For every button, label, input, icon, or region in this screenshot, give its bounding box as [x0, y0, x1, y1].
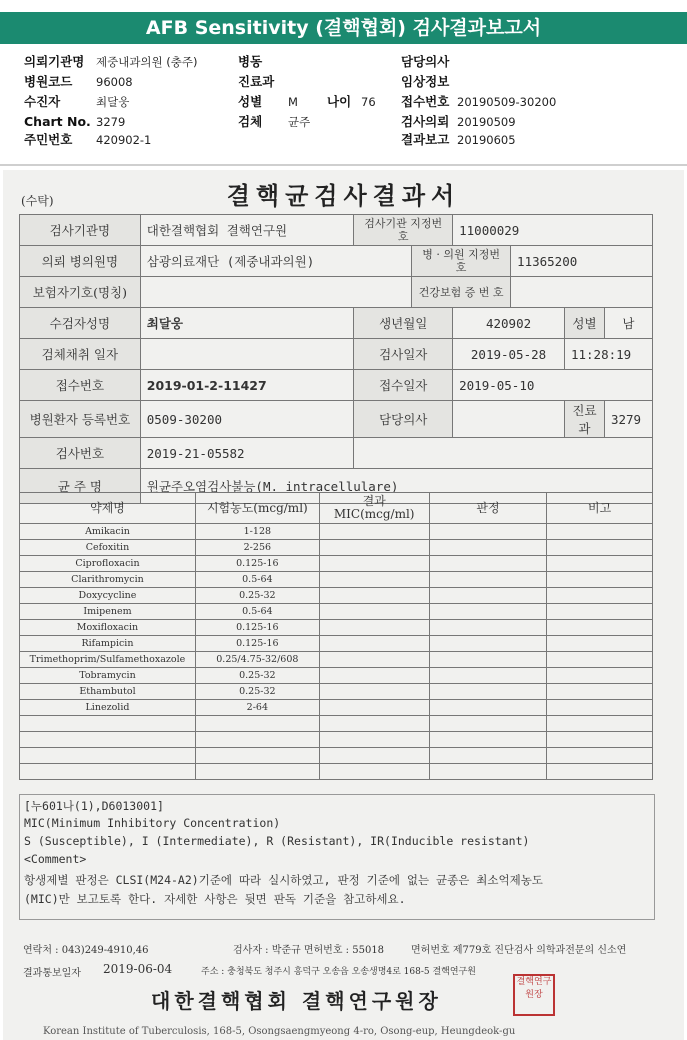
- drug-name-cell: Moxifloxacin: [20, 620, 196, 636]
- info-value: 20190605: [457, 133, 516, 147]
- judgement-cell: [429, 556, 547, 572]
- info-row: [0, 131, 687, 149]
- table-row: [20, 556, 653, 572]
- cell-label: 접수번호: [20, 370, 141, 401]
- info-label: 검사의뢰: [401, 114, 450, 129]
- cell-value: [511, 277, 653, 308]
- info-row: [0, 53, 687, 71]
- judgement-cell: [429, 668, 547, 684]
- scanned-report: [3, 170, 684, 1040]
- judgement-cell: [429, 588, 547, 604]
- divider: [0, 164, 687, 166]
- footer-contact: 연락처 : 043)249-4910,46: [23, 945, 149, 956]
- info-label: 담당의사: [401, 54, 450, 69]
- drug-name-cell: Ciprofloxacin: [20, 556, 196, 572]
- info-row: [0, 73, 687, 91]
- judgement-cell: [429, 524, 547, 540]
- mic-result-cell: [319, 620, 429, 636]
- cell-value: 2019-05-10: [453, 370, 653, 401]
- cell-label: 수검자성명: [20, 308, 141, 339]
- cell-label: 병 · 의원 지정번호: [412, 246, 511, 277]
- patient-info-panel: [0, 46, 687, 164]
- concentration-cell: 0.5-64: [195, 572, 319, 588]
- comment-line: S (Susceptible), I (Intermediate), R (Resistant), IR(Inducible resistant): [24, 834, 530, 848]
- cell-label: 진료과: [564, 401, 604, 438]
- remark-cell: [547, 732, 653, 748]
- cell-value: 2019-05-28: [453, 339, 565, 370]
- drug-name-cell: Linezolid: [20, 700, 196, 716]
- remark-cell: [547, 764, 653, 780]
- drug-sensitivity-table: [19, 492, 653, 780]
- judgement-cell: [429, 652, 547, 668]
- info-value: 균주: [288, 115, 311, 129]
- table-row: [20, 572, 653, 588]
- remark-cell: [547, 700, 653, 716]
- column-header: 약제명: [20, 493, 196, 524]
- cell-value: 11000029: [453, 215, 653, 246]
- title-bar: [0, 0, 687, 44]
- drug-name-cell: Amikacin: [20, 524, 196, 540]
- report-title: 결핵균검사결과서: [226, 181, 461, 210]
- report-subtitle: (수탁): [21, 194, 54, 208]
- judgement-cell: [429, 716, 547, 732]
- judgement-cell: [429, 572, 547, 588]
- comment-line: <Comment>: [24, 852, 87, 866]
- cell-label: 검사일자: [354, 339, 453, 370]
- info-value: 3279: [96, 115, 126, 129]
- footer-report-date: 2019-06-04: [103, 962, 173, 976]
- cell-value: 남: [604, 308, 652, 339]
- table-row: [20, 636, 653, 652]
- cell-value: 대한결핵협회 결핵연구원: [140, 215, 354, 246]
- footer-license: 면허번호 제779호 진단검사 의학과전문의 신소연: [411, 945, 627, 956]
- mic-result-cell: [319, 556, 429, 572]
- concentration-cell: 0.25-32: [195, 668, 319, 684]
- cell-value: [453, 401, 565, 438]
- report-header-table: [19, 214, 653, 504]
- table-row: [20, 700, 653, 716]
- footer-report-label: 결과통보일자: [23, 968, 81, 979]
- cell-value: 최달웅: [140, 308, 354, 339]
- concentration-cell: 0.125-16: [195, 636, 319, 652]
- mic-result-cell: [319, 524, 429, 540]
- cell-value: 11365200: [511, 246, 653, 277]
- mic-result-cell: [319, 636, 429, 652]
- info-value: 20190509-30200: [457, 95, 557, 109]
- table-row: [20, 652, 653, 668]
- info-value: M: [288, 95, 298, 109]
- table-row: [20, 604, 653, 620]
- footer-organization: 대한결핵협회 결핵연구원장: [151, 989, 442, 1013]
- cell-value: 2019-01-2-11427: [140, 370, 354, 401]
- table-row: [20, 716, 653, 732]
- drug-name-cell: [20, 748, 196, 764]
- info-label: 나이: [327, 94, 352, 109]
- table-row: [20, 524, 653, 540]
- remark-cell: [547, 540, 653, 556]
- cell-label: 병원환자 등록번호: [20, 401, 141, 438]
- drug-name-cell: [20, 716, 196, 732]
- cell-value: 420902: [453, 308, 565, 339]
- info-value: 96008: [96, 75, 133, 89]
- comment-line: 항생제별 판정은 CLSI(M24-A2)기준에 따라 실시하였고, 판정 기준에 없는 균종은 최소억제농도: [24, 873, 543, 887]
- table-row: [20, 540, 653, 556]
- page-title: AFB Sensitivity (결핵협회) 검사결과보고서: [0, 12, 687, 44]
- cell-label: 검사기관명: [20, 215, 141, 246]
- judgement-cell: [429, 764, 547, 780]
- cell-value: 11:28:19: [564, 339, 652, 370]
- mic-result-cell: [319, 572, 429, 588]
- mic-result-cell: [319, 684, 429, 700]
- mic-result-cell: [319, 540, 429, 556]
- drug-name-cell: Ethambutol: [20, 684, 196, 700]
- cell-label: 검사기관 지정번호: [354, 215, 453, 246]
- drug-name-cell: Doxycycline: [20, 588, 196, 604]
- column-header: 판정: [429, 493, 547, 524]
- remark-cell: [547, 556, 653, 572]
- drug-name-cell: Rifampicin: [20, 636, 196, 652]
- judgement-cell: [429, 540, 547, 556]
- drug-name-cell: Clarithromycin: [20, 572, 196, 588]
- mic-result-cell: [319, 764, 429, 780]
- mic-result-cell: [319, 748, 429, 764]
- mic-result-cell: [319, 604, 429, 620]
- concentration-cell: [195, 748, 319, 764]
- info-label: 병원코드: [24, 74, 73, 89]
- remark-cell: [547, 684, 653, 700]
- concentration-cell: 2-256: [195, 540, 319, 556]
- judgement-cell: [429, 684, 547, 700]
- concentration-cell: 1-128: [195, 524, 319, 540]
- column-header: 시험농도(mcg/ml): [195, 493, 319, 524]
- remark-cell: [547, 668, 653, 684]
- cell-value: [354, 438, 653, 469]
- info-row: [0, 93, 687, 111]
- concentration-cell: 0.5-64: [195, 604, 319, 620]
- info-value: 76: [361, 95, 376, 109]
- mic-result-cell: [319, 732, 429, 748]
- judgement-cell: [429, 700, 547, 716]
- info-label: 수진자: [24, 94, 61, 109]
- remark-cell: [547, 652, 653, 668]
- remark-cell: [547, 524, 653, 540]
- comment-box: [19, 794, 655, 920]
- remark-cell: [547, 620, 653, 636]
- judgement-cell: [429, 732, 547, 748]
- cell-value: 0509-30200: [140, 401, 354, 438]
- footer-tester: 검사자 : 박준규 면허번호 : 55018: [233, 945, 385, 956]
- mic-result-cell: [319, 652, 429, 668]
- concentration-cell: 0.125-16: [195, 556, 319, 572]
- cell-label: 검체채취 일자: [20, 339, 141, 370]
- mic-result-cell: [319, 700, 429, 716]
- info-label: Chart No.: [24, 114, 91, 129]
- column-header: 비고: [547, 493, 653, 524]
- judgement-cell: [429, 604, 547, 620]
- info-label: 결과보고: [401, 132, 450, 147]
- cell-label: 균 주 명: [20, 469, 141, 504]
- info-label: 검체: [238, 114, 263, 129]
- info-label: 병동: [238, 54, 263, 69]
- concentration-cell: [195, 764, 319, 780]
- remark-cell: [547, 748, 653, 764]
- cell-label: 생년월일: [354, 308, 453, 339]
- info-label: 의뢰기관명: [24, 54, 85, 69]
- concentration-cell: 0.25-32: [195, 684, 319, 700]
- drug-name-cell: Trimethoprim/Sulfamethoxazole: [20, 652, 196, 668]
- judgement-cell: [429, 620, 547, 636]
- drug-name-cell: Imipenem: [20, 604, 196, 620]
- mic-result-cell: [319, 588, 429, 604]
- cell-value: 원균주오염검사불능(M. intracellulare): [140, 469, 652, 504]
- comment-line: MIC(Minimum Inhibitory Concentration): [24, 816, 281, 830]
- comment-line: (MIC)만 보고토록 한다. 자세한 사항은 뒷면 판독 기준을 참고하세요.: [24, 892, 406, 906]
- column-header: 결과 MIC(mcg/ml): [319, 493, 429, 524]
- drug-name-cell: [20, 764, 196, 780]
- table-row: [20, 684, 653, 700]
- info-label: 진료과: [238, 74, 275, 89]
- judgement-cell: [429, 636, 547, 652]
- info-row: [0, 113, 687, 131]
- mic-result-cell: [319, 668, 429, 684]
- remark-cell: [547, 716, 653, 732]
- info-value: 20190509: [457, 115, 516, 129]
- info-value: 최달웅: [96, 95, 130, 109]
- drug-name-cell: [20, 732, 196, 748]
- official-seal: 결핵연구원장: [513, 974, 555, 1016]
- comment-line: [누601나(1),D6013001]: [24, 799, 164, 813]
- cell-label: 접수일자: [354, 370, 453, 401]
- concentration-cell: [195, 732, 319, 748]
- concentration-cell: [195, 716, 319, 732]
- concentration-cell: 2-64: [195, 700, 319, 716]
- concentration-cell: 0.25/4.75-32/608: [195, 652, 319, 668]
- cell-label: 보험자기호(명칭): [20, 277, 141, 308]
- concentration-cell: 0.125-16: [195, 620, 319, 636]
- drug-name-cell: Tobramycin: [20, 668, 196, 684]
- judgement-cell: [429, 748, 547, 764]
- cell-label: 건강보험 증 번 호: [412, 277, 511, 308]
- cell-label: 검사번호: [20, 438, 141, 469]
- table-row: [20, 668, 653, 684]
- info-label: 임상정보: [401, 74, 450, 89]
- table-row: [20, 748, 653, 764]
- footer-english-address: Korean Institute of Tuberculosis, 168-5, Osongsaengmyeong 4-ro, Osong-eup, Heungdeok-gu: [43, 1026, 516, 1037]
- info-value: 420902-1: [96, 133, 152, 147]
- cell-value: [140, 277, 411, 308]
- footer-address: 주소 : 충청북도 청주시 흥덕구 오송읍 오송생명4로 168-5 결핵연구원: [201, 967, 476, 977]
- cell-value: 3279: [604, 401, 652, 438]
- remark-cell: [547, 636, 653, 652]
- mic-result-cell: [319, 716, 429, 732]
- cell-value: [140, 339, 354, 370]
- remark-cell: [547, 588, 653, 604]
- cell-label: 담당의사: [354, 401, 453, 438]
- info-label: 접수번호: [401, 94, 450, 109]
- remark-cell: [547, 572, 653, 588]
- table-row: [20, 732, 653, 748]
- cell-label: 성별: [564, 308, 604, 339]
- info-value: 제중내과의원 (충주): [96, 55, 198, 69]
- cell-label: 의뢰 병의원명: [20, 246, 141, 277]
- drug-name-cell: Cefoxitin: [20, 540, 196, 556]
- cell-value: 2019-21-05582: [140, 438, 354, 469]
- remark-cell: [547, 604, 653, 620]
- table-row: [20, 620, 653, 636]
- info-label: 주민번호: [24, 132, 73, 147]
- concentration-cell: 0.25-32: [195, 588, 319, 604]
- cell-value: 삼광의료재단 (제중내과의원): [140, 246, 411, 277]
- table-row: [20, 764, 653, 780]
- table-row: [20, 588, 653, 604]
- info-label: 성별: [238, 94, 263, 109]
